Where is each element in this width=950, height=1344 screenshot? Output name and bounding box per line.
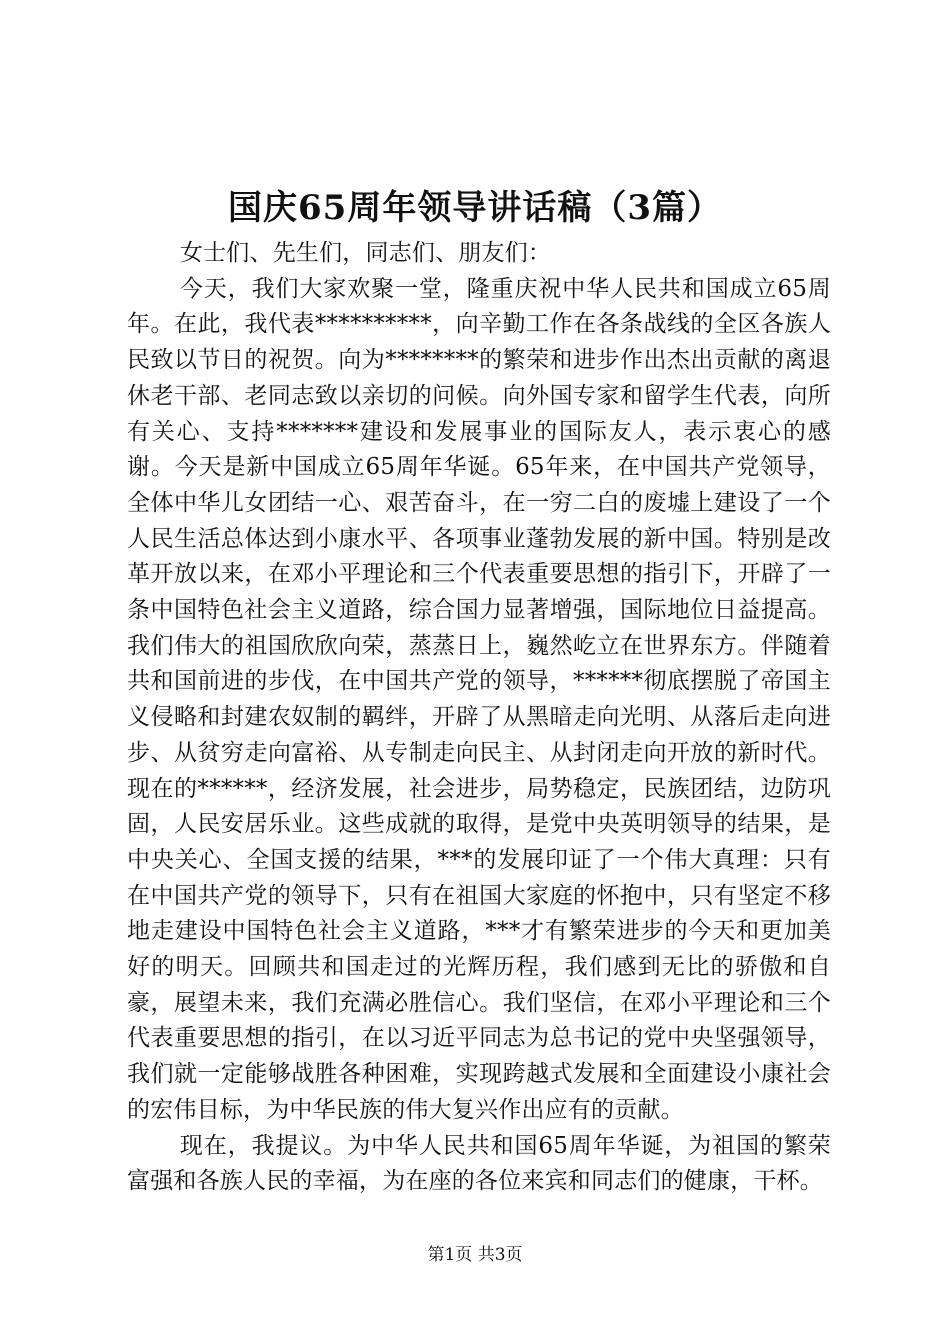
- salutation-paragraph: 女士们、先生们，同志们、朋友们：: [179, 240, 552, 266]
- toast-paragraph: 现在，我提议。为中华人民共和国65周年华诞，为祖国的繁荣富强和各族人民的幸福，为在座的各位来宾和同志们的健康，干杯。: [127, 1132, 831, 1195]
- page-footer: 第1页 共3页: [427, 1245, 523, 1265]
- document-title: 国庆65周年领导讲话稿（3篇）: [228, 188, 722, 228]
- main-paragraph: 今天，我们大家欢聚一堂，隆重庆祝中华人民共和国成立65周年。在此，我代表**********，向辛勤工作在各条战线的全区各族人民致以节日的祝贺。向为********的繁荣和进步作出杰出贡献的离退休老干部、老同志致以亲切的问候。向外国专家和留学生代表，向所有关心、支持*******建设和发展事业的国际友人，表示衷心的感谢。今天是新中国成立65周年华诞。65年来，在中国共产党领导，全体中华儿女团结一心、艰苦奋斗，在一穷二白的废墟上建设了一个人民生活总体达到小康水平、各项事业蓬勃发展的新中国。特别是改革开放以来，在邓小平理论和三个代表重要思想的指引下，开辟了一条中国特色社会主义道路，综合国力显著增强，国际地位日益提高。我们伟大的祖国欣欣向荣，蒸蒸日上，巍然屹立在世界东方。伴随着共和国前进的步伐，在中国共产党的领导，******彻底摆脱了帝国主义侵略和封建农奴制的羁绊，开辟了从黑暗走向光明、从落后走向进步、从贫穷走向富裕、从专制走向民主、从封闭走向开放的新时代。现在的******，经济发展，社会进步，局势稳定，民族团结，边防巩固，人民安居乐业。这些成就的取得，是党中央英明领导的结果，是中央关心、全国支援的结果，***的发展印证了一个伟大真理：只有在中国共产党的领导下，只有在祖国大家庭的怀抱中，只有坚定不移地走建设中国特色社会主义道路，***才有繁荣进步的今天和更加美好的明天。回顾共和国走过的光辉历程，我们感到无比的骄傲和自豪，展望未来，我们充满必胜信心。我们坚信，在邓小平理论和三个代表重要思想的指引，在以习近平同志为总书记的党中央坚强领导，我们就一定能够战胜各种困难，实现跨越式发展和全面建设小康社会的宏伟目标，为中华民族的伟大复兴作出应有的贡献。: [127, 275, 831, 1123]
- document-body: [127, 236, 831, 1200]
